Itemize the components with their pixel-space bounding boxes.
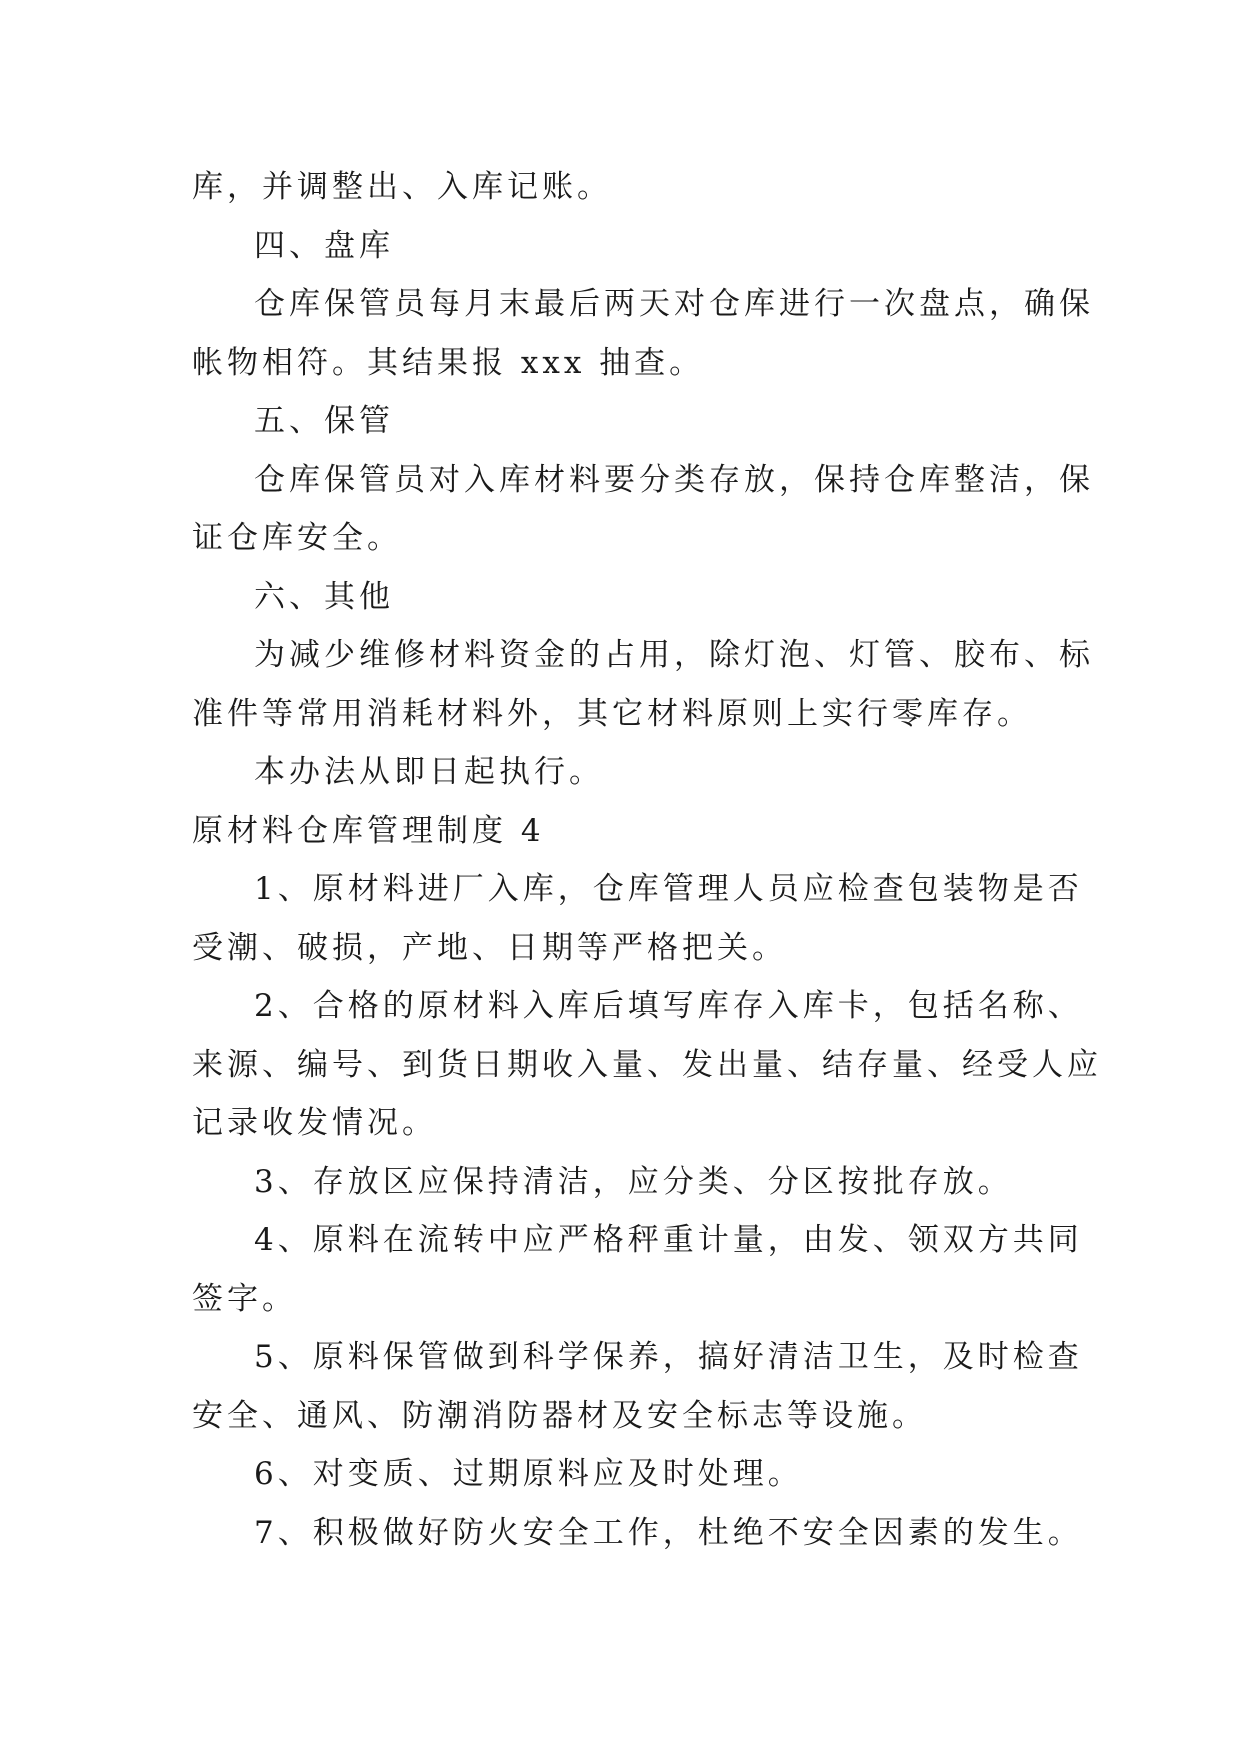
list-item: 7、积极做好防火安全工作，杜绝不安全因素的发生。 — [254, 1514, 1083, 1551]
text-line: 仓库保管员每月末最后两天对仓库进行一次盘点，确保 — [254, 286, 1094, 322]
list-item: 1、原材料进厂入库，仓库管理人员应检查包装物是否 — [254, 871, 1083, 907]
text-line: 记录收发情况。 — [192, 1105, 437, 1141]
text-line: 受潮、破损，产地、日期等严格把关。 — [192, 929, 787, 966]
text-line: 库，并调整出、入库记账。 — [192, 169, 612, 205]
text-line: 为减少维修材料资金的占用，除灯泡、灯管、胶布、标 — [254, 637, 1094, 673]
document-title: 原材料仓库管理制度 4 — [192, 812, 545, 849]
text-line: 证仓库安全。 — [192, 520, 402, 556]
text-line: 准件等常用消耗材料外，其它材料原则上实行零库存。 — [192, 695, 1032, 732]
document-body — [192, 158, 1102, 1562]
list-item: 2、合格的原材料入库后填写库存入库卡，包括名称、 — [254, 988, 1083, 1024]
list-item: 5、原料保管做到科学保养，搞好清洁卫生，及时检查 — [254, 1339, 1083, 1375]
section-heading: 六、其他 — [254, 578, 394, 615]
list-item: 4、原料在流转中应严格秤重计量，由发、领双方共同 — [254, 1222, 1083, 1258]
list-item: 6、对变质、过期原料应及时处理。 — [254, 1456, 803, 1492]
section-heading: 五、保管 — [254, 403, 394, 439]
list-item: 3、存放区应保持清洁，应分类、分区按批存放。 — [254, 1163, 1013, 1200]
text-line: 安全、通风、防潮消防器材及安全标志等设施。 — [192, 1397, 927, 1434]
text-line: 仓库保管员对入库材料要分类存放，保持仓库整洁，保 — [254, 461, 1094, 498]
text-line: 帐物相符。其结果报 xxx 抽查。 — [192, 344, 705, 381]
text-line: 签字。 — [192, 1280, 297, 1317]
section-heading: 四、盘库 — [254, 227, 394, 264]
text-line: 本办法从即日起执行。 — [254, 754, 604, 790]
text-line: 来源、编号、到货日期收入量、发出量、结存量、经受人应 — [192, 1046, 1102, 1083]
